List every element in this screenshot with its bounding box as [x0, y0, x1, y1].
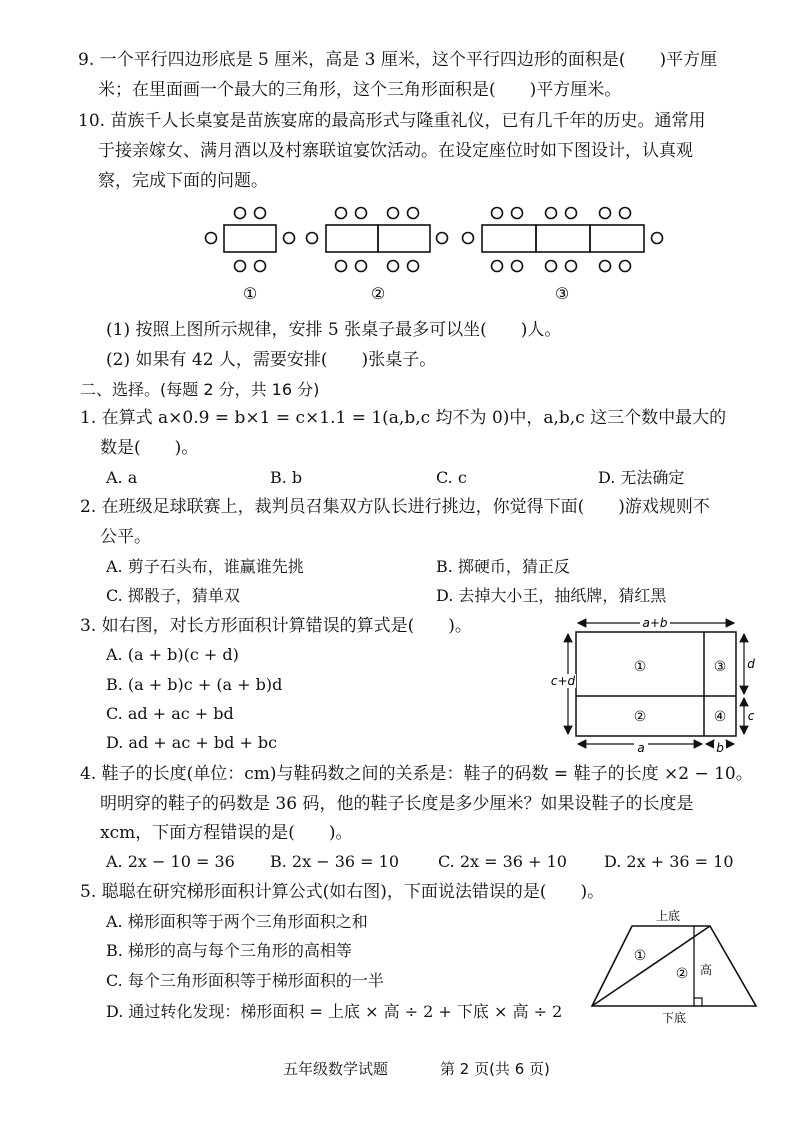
q9-line1: 9. 一个平行四边形底是 5 厘米，高是 3 厘米，这个平行四边形的面积是( )平方厘 — [78, 50, 718, 70]
c3-option-c: C. ad + ac + bd — [106, 704, 234, 723]
fig3-label-b: b — [716, 741, 724, 754]
section2-title: 二、选择。(每题 2 分，共 16 分) — [80, 380, 320, 399]
fig5-triangle-2: ② — [675, 966, 689, 982]
q10-sub2: (2) 如果有 42 人，需要安排( )张桌子。 — [106, 350, 437, 370]
c1-line2: 数是( )。 — [100, 438, 199, 458]
c4-line2: 明明穿的鞋子的码数是 36 码，他的鞋子长度是多少厘米？如果设鞋子的长度是 — [100, 794, 694, 814]
fig3-region-4: ④ — [713, 709, 727, 725]
c5-option-d: D. 通过转化发现：梯形面积 = 上底 × 高 ÷ 2 + 下底 × 高 ÷ 2 — [106, 1002, 563, 1021]
c4-option-d: D. 2x + 36 = 10 — [604, 852, 734, 871]
fig5-label-height: 高 — [699, 963, 713, 977]
c1-line1: 1. 在算式 a×0.9 = b×1 = c×1.1 = 1(a,b,c 均不为 0)中，a,b,c 这三个数中最大的 — [80, 408, 727, 428]
fig-label-2: ② — [370, 284, 386, 303]
c4-option-b: B. 2x − 36 = 10 — [270, 852, 400, 871]
fig3-region-2: ② — [633, 709, 647, 725]
q10-sub1: (1) 按照上图所示规律，安排 5 张桌子最多可以坐( )人。 — [106, 320, 562, 340]
footer-subject: 五年级数学试题 — [283, 1060, 389, 1078]
c1-option-c: C. c — [436, 468, 467, 487]
fig3-label-top: a+b — [642, 616, 668, 630]
fig3-label-d: d — [747, 657, 755, 671]
q9-line2: 米；在里面画一个最大的三角形，这个三角形面积是( )平方厘米。 — [98, 80, 622, 100]
c3-option-a: A. (a + b)(c + d) — [106, 645, 239, 664]
c2-line2: 公平。 — [100, 527, 151, 547]
q10-line2: 于接亲嫁女、满月酒以及村寨联谊宴饮活动。在设定座位时如下图设计，认真观 — [98, 141, 693, 161]
c3-option-b: B. (a + b)c + (a + b)d — [106, 675, 283, 694]
c2-option-d: D. 去掉大小王，抽纸牌，猜红黑 — [436, 586, 667, 605]
fig3-region-1: ① — [633, 659, 647, 675]
fig3-label-left: c+d — [550, 674, 576, 688]
c1-option-d: D. 无法确定 — [598, 468, 685, 487]
q10-line1: 10. 苗族千人长桌宴是苗族宴席的最高形式与隆重礼仪，已有几千年的历史。通常用 — [78, 111, 706, 131]
fig5-triangle-1: ① — [633, 948, 647, 964]
fig-label-1: ① — [242, 284, 258, 303]
c2-option-c: C. 掷骰子，猜单双 — [106, 586, 240, 605]
c4-line1: 4. 鞋子的长度(单位：cm)与鞋码数之间的关系是：鞋子的码数 = 鞋子的长度 ×2 − 10。 — [80, 764, 753, 784]
fig3-region-3: ③ — [713, 659, 727, 675]
c2-option-a: A. 剪子石头布，谁赢谁先挑 — [106, 557, 304, 576]
c4-line3: xcm，下面方程错误的是( )。 — [100, 823, 353, 843]
c5-option-c: C. 每个三角形面积等于梯形面积的一半 — [106, 971, 384, 990]
footer-page: 第 2 页(共 6 页) — [440, 1060, 550, 1078]
c5-option-a: A. 梯形面积等于两个三角形面积之和 — [106, 912, 368, 931]
c3-line1: 3. 如右图，对长方形面积计算错误的算式是( )。 — [80, 616, 472, 636]
c2-option-b: B. 掷硬币，猜正反 — [436, 557, 570, 576]
c5-option-b: B. 梯形的高与每个三角形的高相等 — [106, 941, 352, 960]
c5-line1: 5. 聪聪在研究梯形面积计算公式(如右图)，下面说法错误的是( )。 — [80, 882, 605, 902]
c4-option-c: C. 2x = 36 + 10 — [438, 852, 567, 871]
c3-option-d: D. ad + ac + bd + bc — [106, 733, 278, 752]
table-seating-figure — [200, 198, 670, 308]
trapezoid-figure — [586, 906, 766, 1028]
q10-line3: 察，完成下面的问题。 — [98, 171, 268, 191]
c1-option-a: A. a — [106, 468, 138, 487]
fig-label-3: ③ — [554, 284, 570, 303]
fig3-label-c: c — [747, 709, 755, 723]
fig5-label-bottom: 下底 — [661, 1011, 687, 1025]
table-1 — [224, 225, 276, 252]
c1-option-b: B. b — [270, 468, 303, 487]
c2-line1: 2. 在班级足球联赛上，裁判员召集双方队长进行挑边，你觉得下面( )游戏规则不 — [80, 497, 710, 517]
fig5-label-top: 上底 — [655, 909, 681, 923]
rectangle-area-figure — [548, 614, 758, 754]
fig3-label-a: a — [637, 741, 645, 754]
c4-option-a: A. 2x − 10 = 36 — [106, 852, 235, 871]
